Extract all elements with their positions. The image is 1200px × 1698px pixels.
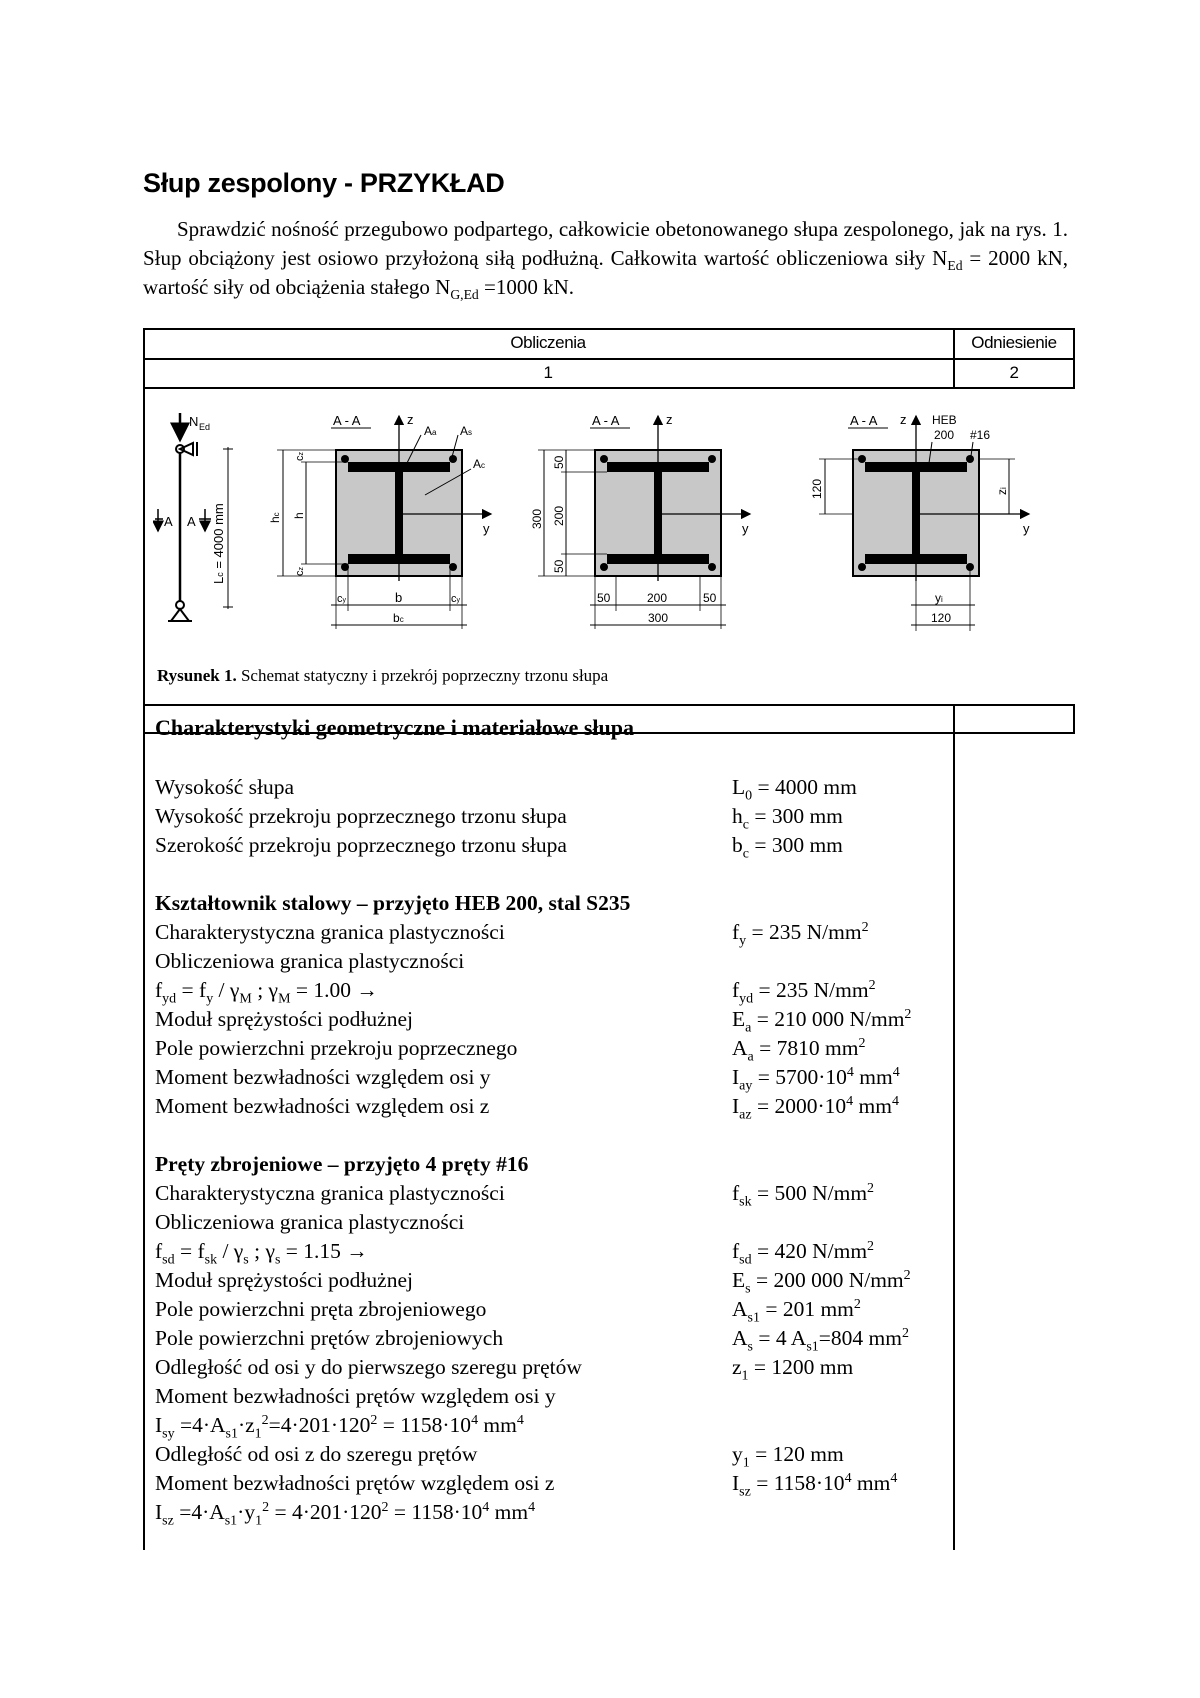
row-section-height: Wysokość przekroju poprzecznego trzonu słupa $h_c = 300$ mm (155, 804, 843, 833)
section-mark-left: A (164, 514, 173, 529)
intro-text-1: Sprawdzić nośność przegubowo podpartego, całkowicie obetonowanego słupa zespolonego, jak na rys. 1. Słup obciążony jest osiowo przyłożoną siłą podłużną. Całkowita wartość obliczeniowa siły N (143, 217, 1068, 270)
row-rebar-As: Pole powierzchni prętów zbrojeniowych $A_s = 4$ $A_{s1}=804$ $mm^2$ (155, 1325, 909, 1355)
row-rebar-fsd: $f_{sd} = f_{sk} / \gamma_s$ ; $\gamma_s = 1.15$ → $f_{sd} = 420$ $N/mm^2$ (155, 1238, 875, 1268)
table-border-left (143, 328, 145, 1550)
row-rebar-Isz-formula: $I_{sz} =4\cdot A_{s1}\cdot y_1^2 = 4\cdot 201\cdot 120^2 = 1158\cdot 10^4$ $mm^4$ (155, 1499, 536, 1529)
row-rebar-y1: Odległość od osi z do szeregu prętów $y_1 = 120$ mm (155, 1442, 844, 1471)
row-steel-title: Kształtownik stalowy – przyjęto HEB 200, stal S235 (155, 891, 631, 915)
section3-rebar-z-120: 120 (810, 478, 824, 499)
row-rebar-fsk: Charakterystyczna granica plastyczności $f_{sk} = 500$ $N/mm^2$ (155, 1180, 875, 1210)
section1-cz-bottom: cz (294, 567, 306, 576)
row-steel-Iay: Moment bezwładności względem osi y $I_{ay} = 5700\cdot 10^4$ $mm^4$ (155, 1064, 900, 1094)
row-column-height: Wysokość słupa $L_0 = 4000$ mm (155, 775, 857, 804)
calculation-rows (155, 773, 1005, 1527)
section-title: Charakterystyki geometryczne i materiałowe słupa (155, 715, 635, 740)
table-border-right-top (1073, 328, 1075, 388)
section3-heb-size: 200 (934, 428, 955, 442)
section1-cy-right: cy (451, 593, 460, 605)
row-steel-fyd: $f_{yd} = f_y / \gamma_M$ ; $\gamma_M = 1.00$ → $f_{yd} = 235$ $N/mm^2$ (155, 977, 876, 1007)
row-rebar-design-label: Obliczeniowa granica plastyczności (155, 1210, 465, 1234)
row-rebar-Isy-formula: $I_{sy} =4\cdot A_{s1}\cdot z_1^2=4\cdot 201\cdot 120^2 = 1158\cdot 10^4$ $mm^4$ (155, 1412, 524, 1442)
section1-cy-left: cy (337, 593, 346, 605)
static-scheme (155, 413, 233, 621)
caption-label: Rysunek 1. (157, 666, 237, 685)
row-rebar-As1: Pole powierzchni pręta zbrojeniowego $A_{s1} = 201$ $mm^2$ (155, 1296, 861, 1326)
section2-width-300: 300 (648, 611, 669, 625)
section3-z-axis: z (900, 412, 907, 427)
section1-y-axis: y (483, 521, 490, 536)
table-border-numbers (143, 387, 1075, 389)
cross-section-dimensions (530, 412, 750, 629)
load-label: N (189, 414, 199, 429)
section1-z-axis: z (407, 412, 414, 427)
row-rebar-Isz: Moment bezwładności prętów względem osi z $I_{sz} = 1158\cdot 10^4$ $mm^4$ (155, 1470, 898, 1500)
table-border-right-section (1073, 704, 1075, 734)
section2-inner-200: 200 (552, 505, 566, 526)
section1-Aa: Aa (424, 424, 437, 438)
caption-text: Schemat statyczny i przekrój poprzeczny trzonu słupa (236, 666, 609, 685)
cross-section-rebar (810, 412, 1030, 631)
section3-zi: zi (995, 487, 1009, 495)
intro-paragraph (143, 215, 1068, 302)
calculation-table (143, 328, 1075, 1550)
row-rebar-Isy-label: Moment bezwładności prętów względem osi y (155, 1384, 556, 1408)
section1-As: As (460, 424, 473, 438)
section3-title: A - A (850, 413, 878, 428)
row-steel-Iaz: Moment bezwładności względem osi z $I_{az} = 2000\cdot 10^4$ $mm^4$ (155, 1093, 899, 1123)
row-steel-fy: Charakterystyczna granica plastyczności $f_y = 235$ $N/mm^2$ (155, 919, 869, 949)
intro-sub-1: Ed (947, 258, 963, 274)
row-steel-design-label: Obliczeniowa granica plastyczności (155, 949, 465, 973)
table-border-figure (143, 704, 1075, 706)
section1-h: h (292, 512, 306, 519)
section3-y-axis: y (1023, 521, 1030, 536)
section2-z-axis: z (666, 412, 673, 427)
section3-heb-label: HEB (932, 413, 957, 427)
intro-text-2: = 2000 kN, wartość siły od obciążenia stałego N (143, 246, 1068, 299)
section2-cover-top: 50 (552, 455, 566, 469)
figure-caption (157, 666, 608, 686)
section2-inner-width-200: 200 (647, 591, 668, 605)
row-section-width: Szerokość przekroju poprzecznego trzonu słupa $b_c = 300$ mm (155, 833, 843, 862)
section3-yi: yi (935, 591, 943, 605)
section2-cover-bottom: 50 (552, 559, 566, 573)
section1-cz-top: cz (294, 452, 306, 461)
section3-rebar-label: #16 (970, 428, 991, 442)
section2-y-axis: y (742, 521, 749, 536)
figure-column-sections (153, 411, 1083, 651)
row-steel-Aa: Pole powierzchni przekroju poprzecznego $A_a = 7810$ $mm^2$ (155, 1035, 866, 1065)
header-reference: Odniesienie (971, 333, 1057, 352)
section1-bc: bc (393, 611, 404, 625)
header-calculations: Obliczenia (510, 333, 586, 352)
table-border-top (143, 328, 1075, 330)
header-col2-number: 2 (1009, 363, 1019, 382)
section1-b: b (395, 590, 403, 605)
row-rebar-title: Pręty zbrojeniowe – przyjęto 4 pręty #16 (155, 1152, 529, 1176)
intro-text-3: =1000 kN. (478, 275, 575, 299)
section1-Ac: Ac (473, 457, 486, 471)
section-mark-right: A (187, 514, 196, 529)
section2-cover-right: 50 (703, 591, 717, 605)
row-rebar-Es: Moduł sprężystości podłużnej $E_s = 200$ 000 $N/mm^2$ (155, 1267, 911, 1297)
load-label-sub: Ed (199, 422, 211, 432)
row-rebar-z1: Odległość od osi y do pierwszego szeregu prętów $z_1 = 1200$ mm (155, 1355, 854, 1384)
page-title: Słup zespolony - PRZYKŁAD (143, 168, 505, 198)
section2-title: A - A (592, 413, 620, 428)
intro-sub-2: G,Ed (450, 287, 479, 303)
header-col1-number: 1 (543, 363, 553, 382)
table-border-header (143, 358, 1075, 360)
cross-section-symbolic (268, 412, 491, 629)
section3-rebar-y-120: 120 (931, 611, 952, 625)
section1-hc: hc (268, 512, 282, 523)
section2-height-300: 300 (530, 508, 544, 529)
section1-title: A - A (333, 413, 361, 428)
row-steel-Ea: Moduł sprężystości podłużnej $E_a = 210$ 000 $N/mm^2$ (155, 1006, 912, 1036)
column-length-label: Lc = 4000 mm (211, 503, 226, 584)
section2-cover-left: 50 (597, 591, 611, 605)
